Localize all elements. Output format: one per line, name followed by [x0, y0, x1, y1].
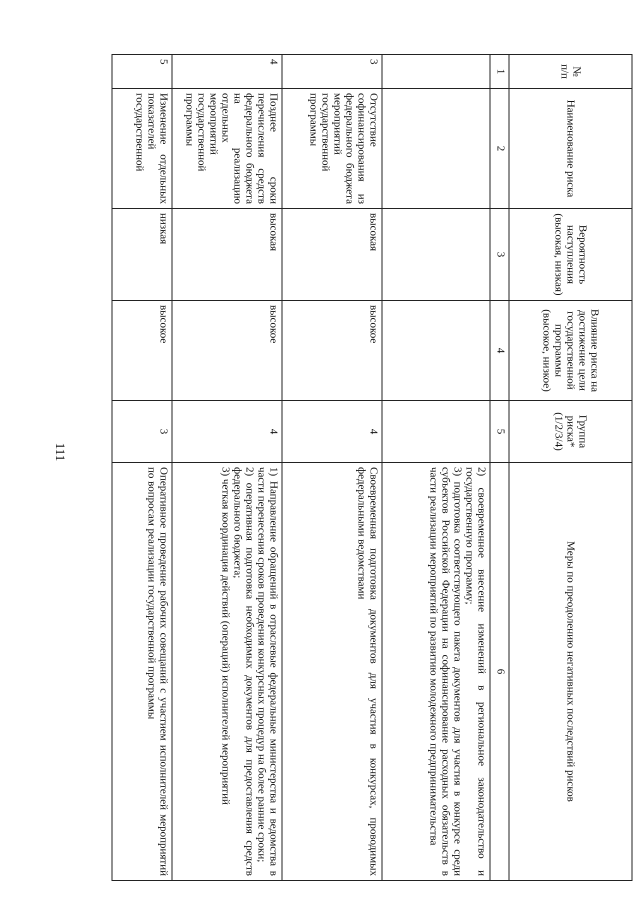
- header-risk-name: Наименование риска: [509, 89, 632, 209]
- index-cell: 3: [490, 209, 509, 301]
- header-impact: Влияние риска на достижение цели государственной программы (высокое, низкое): [509, 301, 632, 401]
- impact: [382, 301, 490, 401]
- risk-group: 4: [172, 401, 282, 463]
- index-cell: 5: [490, 401, 509, 463]
- page-number: 111: [53, 442, 68, 462]
- risk-name: Изменение отдельных показателей государственной: [112, 89, 172, 209]
- row-number: 4: [172, 55, 282, 89]
- column-index-row: [490, 55, 509, 881]
- index-cell: 6: [490, 463, 509, 881]
- probability: низкая: [112, 209, 172, 301]
- row-number: [382, 55, 490, 89]
- table-row: [282, 55, 382, 881]
- measure-item: 2) оперативная подготовка необходимых документов для предоставления средств федерального бюджета;: [231, 467, 256, 876]
- header-probability: Вероятность наступления (высокая, низкая): [509, 209, 632, 301]
- risk-group: 3: [112, 401, 172, 463]
- table-row: [382, 55, 490, 881]
- measure-item: Своевременная подготовка документов для участия в конкурсах, проводимых федеральными ведомствами: [355, 467, 380, 876]
- risk-name: Позднее сроки перечисления средств федерального бюджета на реализацию отдельных мероприятий государственной программы: [172, 89, 282, 209]
- measure-item: 3) подготовка соответствующего пакета документов для участия в конкурсе среди субъектов Российской Федерации на софинансирование расходных обязательств в части реализации мероприятий по развитию молодежного предпринимательства: [427, 467, 464, 876]
- risk-name: Отсутствие софинансирования из федерального бюджета мероприятий государственной программы: [282, 89, 382, 209]
- rotated-page-content: [112, 54, 633, 880]
- risk-table: [112, 54, 633, 881]
- measure-item: 2) своевременное внесение изменений в региональное законодательство и государственную программу;: [463, 467, 488, 876]
- index-cell: 1: [490, 55, 509, 89]
- header-number: № п/п: [509, 55, 632, 89]
- impact: высокое: [112, 301, 172, 401]
- risk-group: [382, 401, 490, 463]
- measure-item: Оперативное проведение рабочих совещаний с участием исполнителей мероприятий по вопросам реализации государственной программы: [145, 467, 170, 876]
- row-number: 3: [282, 55, 382, 89]
- measures: [172, 463, 282, 881]
- header-row: [509, 55, 632, 881]
- probability: высокая: [172, 209, 282, 301]
- impact: высокое: [282, 301, 382, 401]
- header-risk-group: Группа риска* (1/2/3/4): [509, 401, 632, 463]
- measures: [112, 463, 172, 881]
- measure-item: 3) четкая координация действий (операций) исполнителей мероприятий: [219, 467, 232, 805]
- index-cell: 4: [490, 301, 509, 401]
- risk-name: [382, 89, 490, 209]
- risk-group: 4: [282, 401, 382, 463]
- measures: [382, 463, 490, 881]
- table-row: [172, 55, 282, 881]
- table-row: [112, 55, 172, 881]
- row-number: 5: [112, 55, 172, 89]
- index-cell: 2: [490, 89, 509, 209]
- probability: [382, 209, 490, 301]
- impact: высокое: [172, 301, 282, 401]
- header-measures: Меры по преодолению негативных последствий рисков: [509, 463, 632, 881]
- measure-item: 1) Направление обращений в отраслевые федеральные министерства и ведомства в части перенесения сроков проведения конкурсных процедур на более ранние сроки;: [255, 467, 280, 876]
- probability: высокая: [282, 209, 382, 301]
- measures: [282, 463, 382, 881]
